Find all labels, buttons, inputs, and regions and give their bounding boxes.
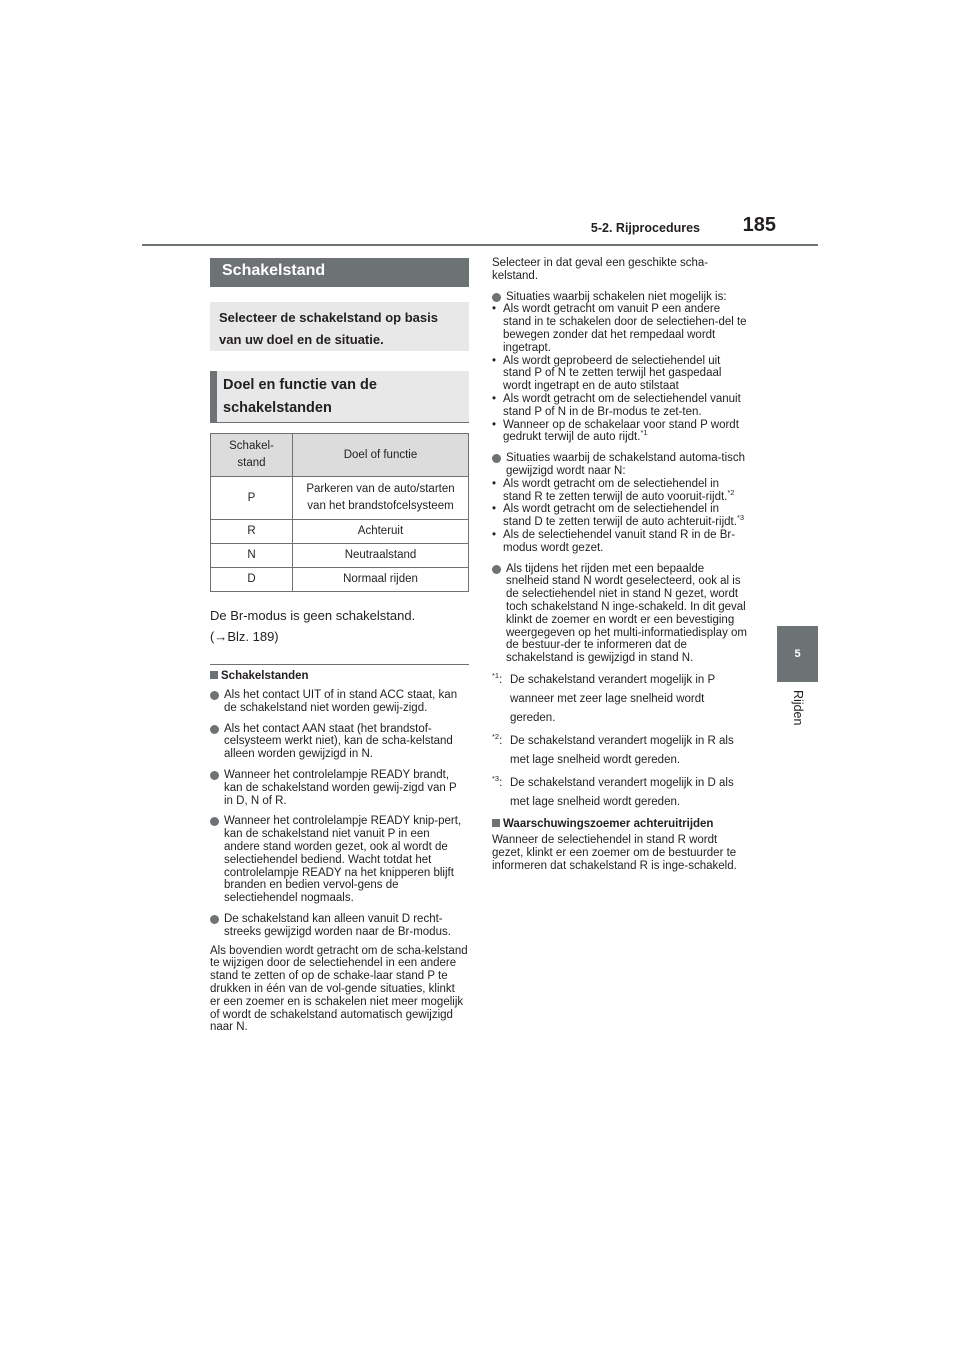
list-item [210,689,468,715]
list-item [210,769,468,807]
chapter-title: Rijden [791,690,805,726]
sub-list-item: • Als wordt getracht om de selectiehendel in stand D te zetten terwijl de auto achteruit-rijdt.$^{*3}$ [492,503,745,529]
table-row [211,520,469,544]
table-cell-position: R [211,520,293,544]
circle-bullet-icon [492,454,501,463]
footnote-text: De schakelstand verandert mogelijk in R als met lage snelheid wordt gereden. [510,734,734,766]
divider [210,664,469,665]
sub-list-item-text: Als wordt geprobeerd de selectiehendel uit stand P of N te zetten terwijl het gaspedaal wordt ingetrapt en de auto stilstaat [503,354,722,393]
table-cell-function: Parkeren van de auto/starten van het brandstofcelsysteem [293,477,469,520]
sub-list-item-text: Als wordt getracht om de selectiehendel vanuit stand P of N in de Br-modus te zet-ten. [503,392,741,418]
subhead-label: Schakelstanden [221,670,309,682]
circle-bullet-icon [210,915,219,924]
list-item-text: Als het contact AAN staat (het brandstof-celsysteem werkt niet), kan de scha-kelstand alleen worden gewijzigd in N. [224,722,453,761]
square-bullet-icon [210,671,218,679]
sub-list-item-text: Als de selectiehendel vanuit stand R in de Br-modus wordt gezet. [503,528,736,554]
circle-bullet-icon [210,771,219,780]
table-cell-position: N [211,544,293,568]
closing-paragraph: Als bovendien wordt getracht om de scha-kelstand te wijzigen door de selectiehendel in een andere stand te zetten of op de schake-laar stand P te drukken in één van de vol-gende situaties, klinkt er een zoemer en is schakelen niet meer mogelijk of wordt de schakelstand automatisch gewijzigd naar N. [210,944,468,1034]
list-item [210,723,468,761]
subhead-label: Waarschuwingszoemer achteruitrijden [503,817,714,830]
list-item-text: Wanneer het controlelampje READY knip-pert, kan de schakelstand niet vanuit P in een andere stand worden gezet, ook al wordt de selectiehendel bediend. Wacht totdat het controlelampje READY na het knipperen blijft branden en bedien vervol-gens de selectiehendel nogmaals. [224,815,462,905]
footnote-text: De schakelstand verandert mogelijk in P wanneer met zeer lage snelheid wordt gereden. [510,673,715,724]
table-cell-position: D [211,568,293,592]
list-item [492,452,749,478]
list-item [492,291,749,304]
footnote-ref: *3 [736,513,745,523]
table-row [211,477,469,520]
sub-list-item-text: Als wordt getracht om vanuit P een andere stand in te schakelen door de selectiehen-del te bewegen zonder dat het rempedaal wordt ingetrapt. [503,303,747,354]
list-item [492,563,749,665]
table-header-position: Schakel- stand [211,434,293,477]
br-mode-note: De Br-modus is geen schakelstand. [210,608,416,623]
footnote: $^{*3}$: De schakelstand verandert mogelijk in D als met lage snelheid wordt gereden. [492,774,734,808]
sub-list-item: • Als wordt geprobeerd de selectiehendel uit stand P of N te zetten terwijl het gaspedaal wordt ingetrapt en de auto stilstaat [492,354,722,393]
right-column [492,257,749,872]
footnote-text: De schakelstand verandert mogelijk in D als met lage snelheid wordt gereden. [510,776,734,808]
list-item-text: Als tijdens het rijden met een bepaalde snelheid stand N wordt geselecteerd, ook al is de selectiehendel niet in stand N gezet, wordt toch schakelstand N inge-schakeld. In dit geval klinkt de zoemer en wordt er een bevestiging weergegeven op het multi-informatiedisplay om de bestuur-der te informeren dat de schakelstand is gewijzigd in stand N. [506,562,747,665]
section-title: 5-2. Rijprocedures [590,221,700,235]
circle-bullet-icon [210,691,219,700]
sub-list-item-text: Als wordt getracht om de selectiehendel in stand D te zetten terwijl de auto achteruit-rijdt. [503,503,737,529]
list-item-text: Situaties waarbij de schakelstand automa-tisch gewijzigd wordt naar N: [506,452,746,477]
list-item-text: Als het contact UIT of in stand ACC staat, kan de schakelstand niet worden gewij-zigd. [224,689,458,714]
circle-bullet-icon [210,725,219,734]
footnote-mark: *3 [492,774,500,784]
subhead-schakelstanden [210,670,469,682]
table-cell-position: P [211,477,293,520]
list-item-text: De schakelstand kan alleen vanuit D recht-streeks gewijzigd worden naar de Br-modus. [224,912,451,938]
sub-list-item-text: Als wordt getracht om de selectiehendel in stand R te zetten terwijl de auto vooruit-rijdt. [503,477,728,503]
footnote: $^{*2}$: De schakelstand verandert mogelijk in R als met lage snelheid wordt gereden. [492,732,734,766]
bullet-list [210,689,468,1034]
square-bullet-icon [492,819,500,827]
list-item-text: Wanneer het controlelampje READY brandt, kan de schakelstand worden gewij-zigd van P in D, N of R. [224,768,457,807]
sub-list-item: • Als wordt getracht om de selectiehendel vanuit stand P of N in de Br-modus te zet-ten. [492,392,741,418]
sub-list-item-text: Wanneer op de schakelaar voor stand P wordt gedrukt terwijl de auto rijdt. [503,418,739,444]
intro-box: Selecteer de schakelstand op basis van uw doel en de situatie. [210,302,469,351]
list-item [210,815,468,905]
footnote-ref: *2 [727,487,735,497]
sub-list-item: • Als wordt getracht om de selectiehendel in stand R te zetten terwijl de auto vooruit-rijdt.$^{*2}$ [492,477,735,503]
buzzer-paragraph: Wanneer de selectiehendel in stand R wordt gezet, klinkt er een zoemer om de bestuurder te informeren dat schakelstand R is inge-schakeld. [492,833,737,872]
table-cell-function: Neutraalstand [293,544,469,568]
sub-list-item: • Als de selectiehendel vanuit stand R in de Br-modus wordt gezet. [492,528,736,554]
circle-bullet-icon [492,293,501,302]
table-cell-function: Achteruit [293,520,469,544]
sub-list-item: • Wanneer op de schakelaar voor stand P wordt gedrukt terwijl de auto rijdt.$^{*1}$ [492,418,739,444]
sub-list-item: • Als wordt getracht om vanuit P een andere stand in te schakelen door de selectiehen-del te bewegen zonder dat het rempedaal wordt ingetrapt. [492,303,747,354]
header-divider [142,244,818,246]
list-item-text: Situaties waarbij schakelen niet mogelijk is: [506,290,727,303]
table-header-function: Doel of functie [293,434,469,477]
subsection-heading: Doel en functie van de schakelstanden [210,371,469,423]
table-row [211,568,469,592]
chapter-label [780,690,816,750]
table-cell-function: Normaal rijden [293,568,469,592]
footnote-mark: *1 [492,671,500,681]
circle-bullet-icon [492,565,501,574]
circle-bullet-icon [210,817,219,826]
footnote-mark: *2 [492,732,500,742]
footnote-ref: *1 [640,428,648,438]
list-item [210,913,468,939]
table-row [211,544,469,568]
shift-position-table [210,433,469,592]
page-number: 185 [742,214,776,236]
chapter-tab[interactable]: 5 [777,626,818,682]
section-heading: Schakelstand [210,258,469,287]
subhead-warning-buzzer [492,818,749,830]
page-reference-link[interactable]: (→Blz. 189) [210,629,279,644]
footnote: $^{*1}$: De schakelstand verandert mogelijk in P wanneer met zeer lage snelheid wordt gereden. [492,671,715,724]
right-intro: Selecteer in dat geval een geschikte scha-kelstand. [492,257,709,282]
